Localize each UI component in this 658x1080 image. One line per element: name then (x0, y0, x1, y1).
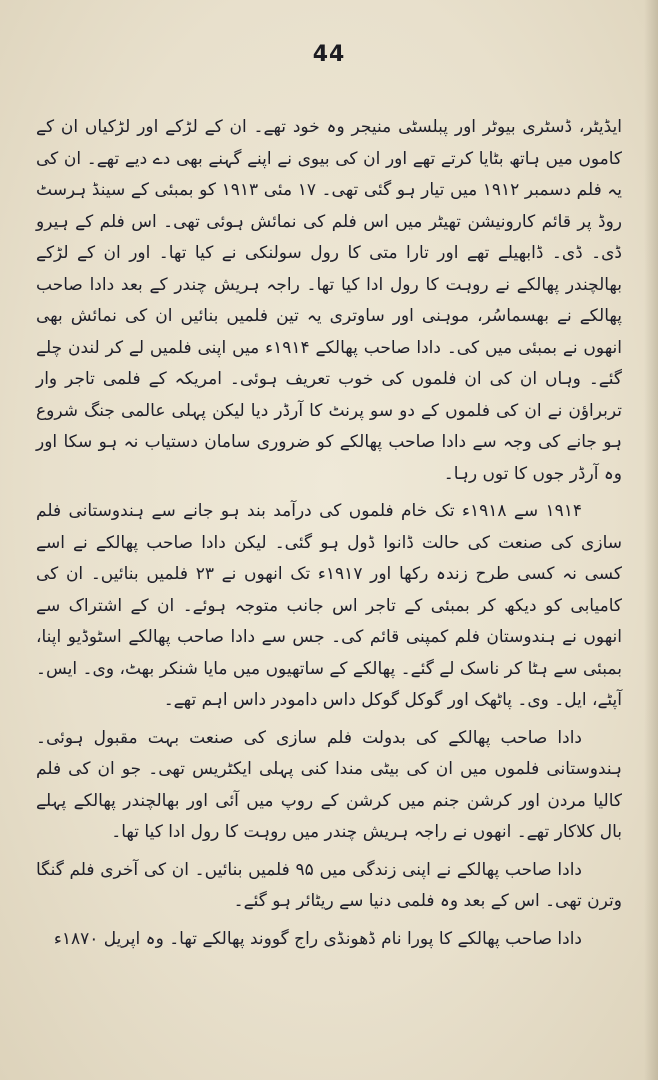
paragraph-2: ۱۹۱۴ سے ۱۹۱۸ء تک خام فلموں کی درآمد بند ہو جانے سے ہندوستانی فلم سازی کی صنعت کی حالت ڈانوا ڈول ہو گئی۔ لیکن دادا صاحب پھالکے نے اسے کسی نہ کسی طرح زندہ رکھا اور ۱۹۱۷ء تک انھوں نے ۲۳ فلمیں بنائیں۔ ان کی کامیابی کو دیکھ کر بمبئی کے تاجر اس جانب متوجہ ہوئے۔ ان کے اشتراک سے انھوں نے ہندوستان فلم کمپنی قائم کی۔ جس سے دادا صاحب پھالکے اسٹوڈیو اپنا، بمبئی سے ہٹا کر ناسک لے گئے۔ پھالکے کے ساتھیوں میں مایا شنکر بھٹ، وی۔ ایس۔ آپٹے، ایل۔ وی۔ پاٹھک اور گوکل گوکل داس دامودر داس اہم تھے۔ (36, 501, 623, 710)
paragraph-1: ایڈیٹر، ڈسٹری بیوٹر اور پبلسٹی منیجر وہ خود تھے۔ ان کے لڑکے اور لڑکیاں ان کے کاموں میں ہاتھ بٹایا کرتے تھے اور ان کی بیوی نے اپنے گہنے بھی دے دیے تھے۔ ان کی یہ فلم دسمبر ۱۹۱۲ میں تیار ہو گئی تھی۔ ۱۷ مئی ۱۹۱۳ کو بمبئی کے سینڈ ہرسٹ روڈ پر قائم کارونیشن تھیٹر میں اس فلم کی نمائش ہوئی تھی۔ اس فلم کے ہیرو ڈی۔ ڈی۔ ڈابھیلے تھے اور تارا متی کا رول سولنکی نے کیا تھا۔ اور ان کے لڑکے بھالچندر پھالکے نے روہت کا رول ادا کیا تھا۔ راجہ ہریش چندر کے بعد دادا صاحب پھالکے نے بھسماسُر، موہنی اور ساوتری یہ تین فلمیں بنائیں ان کی نمائش بھی انھوں نے بمبئی میں کی۔ دادا صاحب پھالکے ۱۹۱۴ء میں اپنی فلمیں لے کر لندن چلے گئے۔ وہاں ان کی ان فلموں کی خوب تعریف ہوئی۔ امریکہ کے فلمی تاجر وار تربراؤن نے ان کی فلموں کے دو سو پرنٹ کا آرڈر دیا لیکن پہلی عالمی جنگ شروع ہو جانے کی وجہ سے دادا صاحب پھالکے کو ضروری سامان دستیاب نہ ہو سکا اور وہ آرڈر جوں کا توں رہا۔ (36, 117, 622, 484)
paragraph-3: دادا صاحب پھالکے کی بدولت فلم سازی کی صنعت بہت مقبول ہوئی۔ ہندوستانی فلموں میں ان کی بیٹی مندا کنی پہلی ایکٹریس تھی۔ جو ان کی فلم کالیا مردن اور کرشن جنم میں کرشن کے روپ میں آئی اور بھالچندر پھالکے پہلے بال کلاکار تھے۔ انھوں نے راجہ ہریش چندر میں روہت کا رول ادا کیا تھا۔ (36, 727, 622, 842)
page-edge-shadow (644, 0, 658, 1080)
paragraph-4: دادا صاحب پھالکے نے اپنی زندگی میں ۹۵ فلمیں بنائیں۔ ان کی آخری فلم گنگا وترن تھی۔ اس کے بعد وہ فلمی دنیا سے ریٹائر ہو گئے۔ (36, 859, 622, 911)
paragraph-5: دادا صاحب پھالکے کا پورا نام ڈھونڈی راج گووند پھالکے تھا۔ وہ اپریل ۱۸۷۰ء (53, 928, 582, 949)
page-number: 44 (312, 42, 346, 67)
body-text (36, 112, 622, 955)
